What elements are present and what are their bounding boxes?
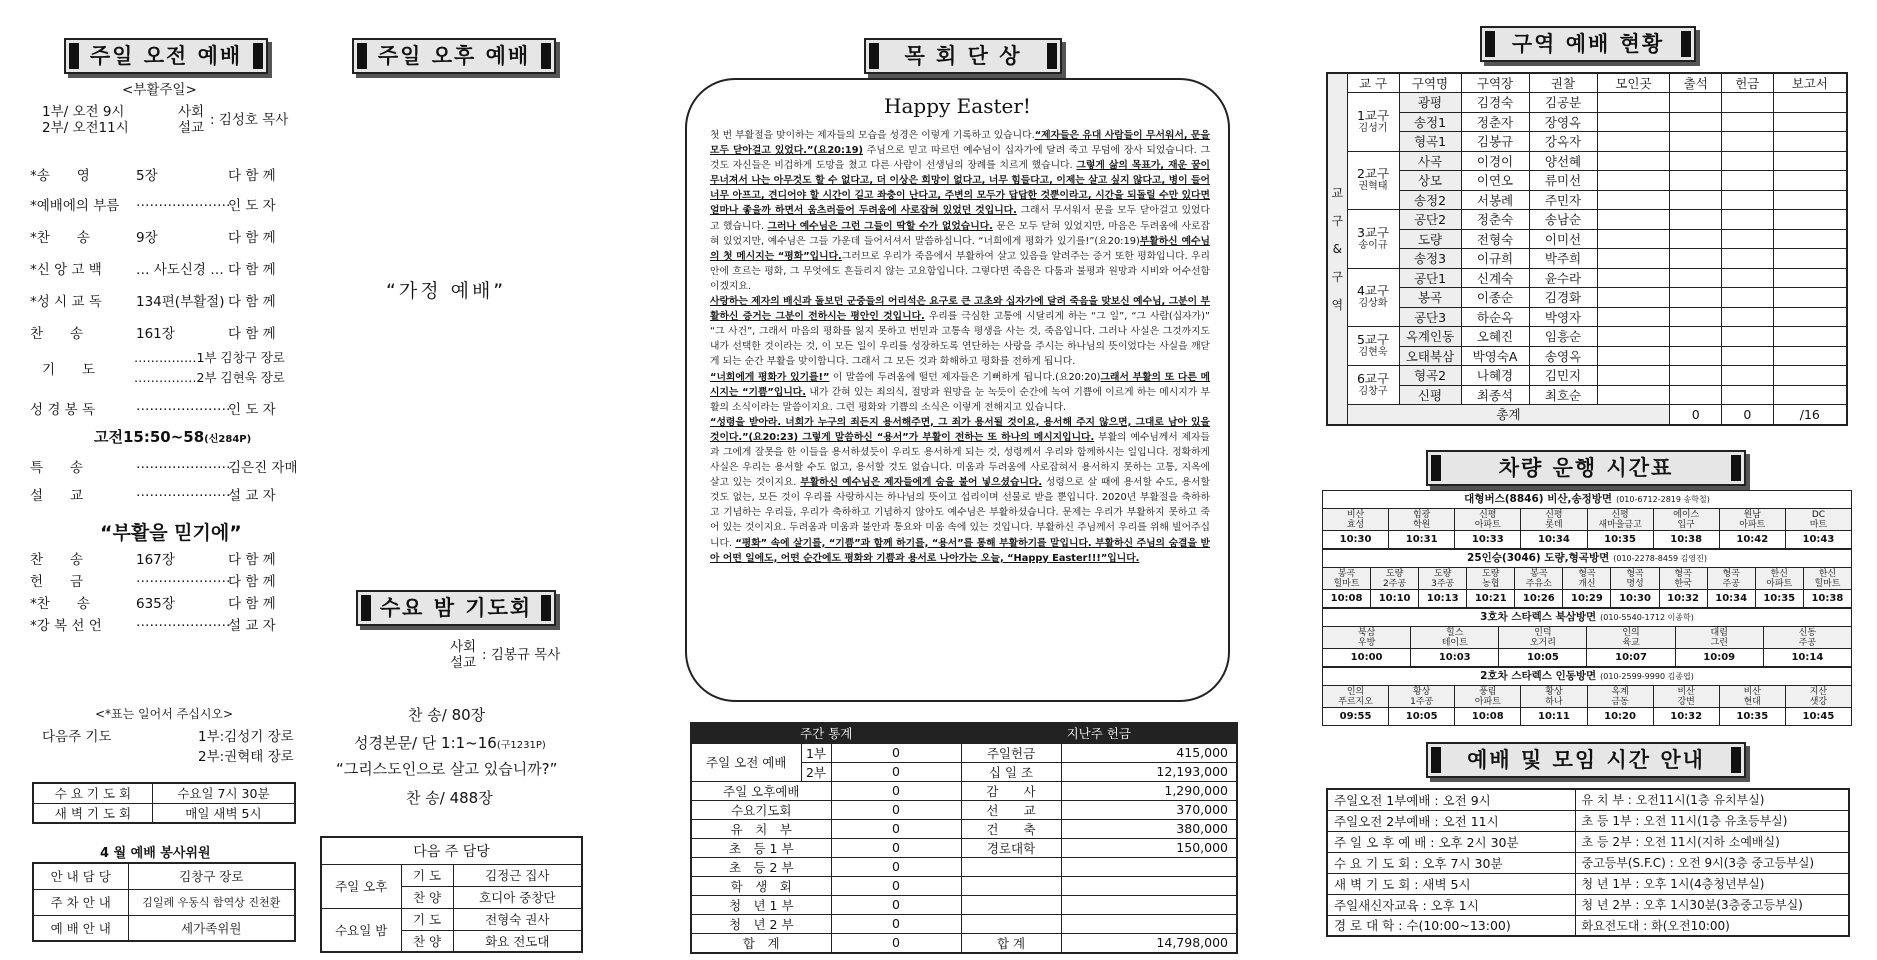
leader-label-1: 사회: [178, 104, 205, 120]
prayer-1: ……………1부 김창구 장로: [134, 350, 285, 365]
bus-header: 차량 운행 시간표: [1426, 450, 1746, 486]
bus-time: 10:29: [1563, 590, 1611, 608]
bus-stop: 봉곡 힐마트: [1323, 568, 1371, 590]
bus-time: 10:08: [1323, 590, 1371, 608]
worship-order-item: [30, 570, 295, 590]
district-row: 5교구 김현욱 옥계인동 오혜진 임흥순: [1327, 327, 1847, 347]
bus-stop: 형곡 한국: [1659, 568, 1707, 590]
worship-order-item: [30, 592, 295, 612]
parish-cell: 5교구 김현욱: [1347, 327, 1399, 366]
bus-time: 10:32: [1653, 708, 1719, 726]
bus-stop: 비산 효성: [1323, 509, 1389, 531]
bus-time: 10:38: [1803, 590, 1851, 608]
order-item-person: 다 함 께: [228, 326, 276, 342]
bus-stop: 북삼 우방: [1323, 627, 1411, 649]
bus-stop: 신평 새마을금고: [1587, 509, 1653, 531]
meeting-row: 주일새신자교육 : 오후 1시 청 년 2부 : 오후 1시30분(3층중고등부실): [1327, 894, 1849, 915]
district-total-row: 총계 0 0 /16: [1327, 405, 1847, 425]
bus-schedule: [1322, 490, 1852, 726]
bus-stop: 신평 롯데: [1521, 509, 1587, 531]
district-side-label: 교구 & 구역: [1327, 73, 1347, 425]
pastor-column-box: [685, 78, 1230, 702]
pastor-column-text: 첫 번 부활절을 맞이하는 제자들의 모습을 성경은 이렇게 기록하고 있습니다.“제자들은 유대 사람들이 무서워서, 문을 모두 닫아걸고 있었다.”(요20:19) 주님으로 믿고 따르던 예수님이 십자가에 달려 죽고 무덤에 장사 되었습니다. 그것도 자신들은 비겁하게 도망을 쳤고 다른 사람이 선생님의 장례를 치르게 했습니다. 그렇게 삶의 목표가, 재운 꿈이 무너져서 나는 아무것도 할 수 없다고, 더 이상은 희망이 없다고, 너무 힘들다고, 이제는 살고 싶지 않다고, 병이 들어 너무 아프고, 견디어야 할 시간이 길고 좌충이 난다고, 주변의 모두가 답답한 것뿐이라고, 시간을 되돌릴 수만 있다면 얼마나 좋을까 하면서 움츠러들어 두려움에 사로잡혀 있었던 것입니다. 그래서 무서워서 문을 모두 닫아걸고 있었다고 했습니다. 그러나 예수님은 그런 그들이 딱할 수가 없었습니다. 문은 모두 닫혀 있었지만, 마음은 두려움에 사로잡혀 있었지만, 예수님은 그들 가운데 들어서셔서 말씀하십니다. “너희에게 평화가 있기를!”(요20:19)부활하신 예수님의 첫 메시지는 “평화”입니다.그러므로 우리가 죽음에서 부활하여 살고 있음을 알려주는 증거 또한 평화입니다. 우리 안에 흐르는 평화, 그 무엇에도 흔들리지 않는 고요함입니다. 그렇다면 죽음은 다툼과 불평과 원망과 시비와 어수선함이겠지요. 사랑하는 제자의 배신과 돌보던 군중들의 어리석은 요구로 큰 고초와 십자가에 달려 죽음을 맞보신 예수님, 그분이 부활하신 증거는 그분이 전하시는 평안인 것입니다. 우리를 극심한 고통에 시달리게 하는 “그 일”, “그 사람(십자가)” “그 사건”, 그래서 마음의 평화를 잃지 못하고 번민과 고통속 평생을 사는 것, 죽음입니다. 그러나 사실은 그것까지도 내가 선택한 것이라는 것, 이 모든 일이 우리를 성장하도록 연단하는 사랑을 주시는 하나님의 뜻이었다는 사실을 깨닫게 되는 순간 부활을 맞이합니다. 그래서 그 모든 것과 화해하고 평화를 전하게 됩니다. “너희에게 평화가 있기를!” 이 말씀에 두려움에 떨던 제자들은 기뻐하게 됩니다.(요20:20)그래서 부활의 또 다른 메시지는 “기쁨”입니다. 내가 갇혀 있는 죄의식, 절망과 원망을 눈 녹듯이 순간에 녹여 기쁨에 이르게 하는 메시지가 부활의 소식이라는 말씀이지요. 그런 평화와 기쁨의 소식은 이렇게 전해지고 있습니다. “성령을 받아라. 너희가 누구의 죄든지 용서해주면, 그 죄가 용서될 것이요, 용서해 주지 않으면, 그대로 남아 있을 것이다.”(요20:23) 그렇게 말씀하신 “용서”가 부활이 전하는 또 하나의 메시지입니다. 부활의 예수님께서 제자들과 그에게 잘못을 한 이들을 용서하셨듯이 우리도 용서하게 되는 것, 성령께서 우리와 함께하시는 일입니다. 정확하게 사실은 우리는 용서할 수도 없고, 용서할 것도 없습니다. 미움과 두려움에 사로잡혀서 용서하지 못하는 고통, 지옥에 살고 있는 것이지요. 부활하신 예수님은 제자들에게 숨을 불어 넣으셨습니다. 성령으로 살 때에 용서할 수도, 용서할 것도 없는, 모든 것이 우리를 사랑하시는 하나님의 뜻이고 섭리이며 선물로 받을 뿐입니다. 2020년 부활절을 축하하고 기념하는 우리들, 우리가 축하하고 기념하지 않아도 예수님은 부활하셨습니다. 문제는 우리가 부활하지 못하고 죽어 있는 것이지요. 두려움과 미움과 불안과 통요와 미움 속에 있는 것입니다. 부활하신 주님께서 우리를 위해 빌어주십니다. “평화” 속에 살기를, “기쁨”과 함께 하기를, “용서”를 통해 부활하기를 말입니다. 부활하신 주님의 숨결을 받아 어떤 일에도, 어떤 순간에도 평화와 기쁨과 용서로 나아가는 오늘, “Happy Easter!!!”입니다.: [710, 130, 1210, 564]
next-prayer-2: 2부:권혁태 장로: [198, 749, 294, 765]
stats-row: 합 계 0 합 계 14,798,000: [691, 933, 1237, 953]
meeting-row: 수 요 기 도 회 : 오후 7시 30분 중고등부(S.F.C) : 오전 9시(3층 중고등부실): [1327, 852, 1849, 873]
bus-time: 10:10: [1371, 590, 1419, 608]
parish-cell: 2교구 권혁태: [1347, 151, 1399, 210]
order-item-detail: …………………: [136, 398, 231, 414]
bus-stop: 형곡 개신: [1563, 568, 1611, 590]
order-item-detail: 161장: [136, 326, 175, 342]
bus-time: 10:14: [1763, 649, 1851, 667]
bus-route-table: [1322, 667, 1852, 726]
order-item-person: 인 도 자: [228, 198, 276, 214]
bus-time: 10:05: [1499, 649, 1587, 667]
wednesday-header: 수요 밤 기도회: [356, 590, 556, 626]
stats-row: 초 등 1 부 0 경로대학 150,000: [691, 838, 1237, 857]
bus-time: 10:43: [1785, 531, 1851, 549]
bus-stop: 힐스 테이트: [1411, 627, 1499, 649]
district-row: 신평 최종석 최호순: [1327, 385, 1847, 405]
stats-row: 학 생 회 0: [691, 876, 1237, 895]
bus-stop: 풍림 아파트: [1455, 686, 1521, 708]
bus-time: 10:35: [1755, 590, 1803, 608]
order-item-label: 찬 송: [30, 326, 84, 342]
bus-time: 10:05: [1389, 708, 1455, 726]
district-row: 공단3 하순옥 박영자: [1327, 307, 1847, 327]
district-row: 봉곡 이종순 김경화: [1327, 288, 1847, 308]
pastor-column-header: 목 회 단 상: [864, 38, 1062, 74]
district-row: 2교구 권혁태 사곡 이경이 양선혜: [1327, 151, 1847, 171]
worship-order-item: [30, 164, 295, 184]
bus-time: 10:11: [1521, 708, 1587, 726]
bus-route-name: 대형버스(8846) 비산,송정방면 (010-6712-2819 송학철): [1323, 491, 1852, 509]
next-duty-table: 다음 주 담당 주일 오후 기 도 김정근 집사 찬 양 호디아 중창단 수요일 밤 기 도 전형숙 권사 찬 양 화요 전도대: [320, 836, 583, 953]
bus-stop: 도량 농협: [1467, 568, 1515, 590]
bus-time: 10:26: [1515, 590, 1563, 608]
bus-route-name: 3호차 스타렉스 북삼방면 (010-5540-1712 이종학): [1323, 609, 1852, 627]
prayer-2: ……………2부 김현욱 장로: [134, 370, 285, 385]
weekly-stats-table: 주간 통계 지난주 헌금 주일 오전 예배 1부 0 주일헌금 415,000 2부 0 십 일 조 12,193,000 주일 오후예배 0 감 사 1,290,000 수요기도회 0 선 교 370,000 유 치 부 0 건 축 380,000 초 등 1 부 0 경로대학 150,000 초 등 2 부 0 학 생 회 0 청 년 1 부 0 청 년 2 부 0 합 계 0 합 계 14,798,000: [690, 722, 1238, 954]
order-item-person: 설 교 자: [228, 488, 276, 504]
order-item-person: 다 함 께: [228, 168, 276, 184]
bus-stop: 황상 하나: [1521, 686, 1587, 708]
bus-stop: DC 마트: [1785, 509, 1851, 531]
parish-cell: 3교구 송이규: [1347, 210, 1399, 269]
worship-order-item: [30, 258, 295, 278]
order-item-detail: …………………: [136, 194, 231, 210]
district-row: 4교구 김상화 공단1 신계숙 윤수라: [1327, 268, 1847, 288]
worship-order-item: [30, 548, 295, 568]
order-item-person: 다 함 께: [228, 262, 276, 278]
district-row: 3교구 송이규 공단2 정춘숙 송남순: [1327, 210, 1847, 230]
parish-cell: 1교구 김성기: [1347, 93, 1399, 152]
worship-order-item: [30, 194, 295, 214]
order-item-detail: 134편(부활절): [136, 294, 225, 310]
worship-order-item: [30, 290, 295, 310]
service-time-2: 2부/ 오전11시: [42, 120, 129, 136]
order-item-detail: …………………: [136, 484, 231, 500]
bus-route-table: [1322, 490, 1852, 549]
stats-row: 청 년 1 부 0: [691, 895, 1237, 914]
bus-stop: 신평 아파트: [1455, 509, 1521, 531]
bus-stop: 한신 힐마트: [1803, 568, 1851, 590]
order-item-detail: … 사도신경 …: [136, 262, 224, 278]
district-header: 구역 예배 현황: [1480, 26, 1696, 62]
order-item-label: *찬 송: [30, 230, 90, 246]
bus-time: 10:34: [1707, 590, 1755, 608]
april-volunteers-title: 4 월 예배 봉사위원: [100, 846, 211, 861]
order-item-label: *송 영: [30, 168, 90, 184]
order-item-label: 찬 송: [30, 552, 84, 568]
order-item-person: 다 함 께: [228, 294, 276, 310]
bus-time: 10:42: [1719, 531, 1785, 549]
bus-stop: 원남 아파트: [1719, 509, 1785, 531]
bus-stop: 옥계 금동: [1587, 686, 1653, 708]
stats-row: 주일 오전 예배 1부 0 주일헌금 415,000: [691, 743, 1237, 762]
bus-stop: 에이스 입구: [1653, 509, 1719, 531]
bus-time: 10:33: [1455, 531, 1521, 549]
wed-hymn-1: 찬 송/ 80장: [408, 706, 486, 724]
order-item-detail: 5장: [136, 168, 158, 184]
easter-subtitle: <부활주일>: [122, 82, 197, 98]
district-row: 형곡1 김봉규 강옥자: [1327, 132, 1847, 152]
order-item-person: 다 함 께: [228, 596, 276, 612]
leader-label-2: 설교: [178, 120, 205, 136]
weekly-prayer-times: 수 요 기 도 회 수요일 7시 30분 새 벽 기 도 회 매일 새벽 5시: [32, 782, 296, 824]
bus-stop: 인덕 오거리: [1499, 627, 1587, 649]
district-row: 6교구 김창구 형곡2 나혜경 김민지: [1327, 366, 1847, 386]
worship-order-item: [30, 398, 295, 418]
april-volunteers-table: 안 내 담 당 김창구 장로 주 차 안 내 김일례 우동식 함역상 진천환 예 배 안 내 세가족위원: [32, 862, 296, 942]
bus-stop: 신동 주공: [1763, 627, 1851, 649]
afternoon-content: “가정 예배”: [386, 280, 507, 302]
bus-time: 10:45: [1785, 708, 1851, 726]
bus-stop: 힘광 학원: [1389, 509, 1455, 531]
bus-route-name: 2호차 스타렉스 인동방면 (010-2599-9990 김종엽): [1323, 668, 1852, 686]
order-item-person: 다 함 께: [228, 230, 276, 246]
stats-row: 수요기도회 0 선 교 370,000: [691, 800, 1237, 819]
order-item-detail: …………………: [136, 456, 231, 472]
service-time-1: 1부/ 오전 9시: [42, 104, 125, 120]
district-row: 상모 이연오 류미선: [1327, 171, 1847, 191]
order-item-label: *예배에의 부름: [30, 198, 120, 214]
parish-cell: 4교구 김상화: [1347, 268, 1399, 327]
order-item-label: 성 경 봉 독: [30, 402, 96, 418]
bus-stop: 봉곡 주유소: [1515, 568, 1563, 590]
morning-leader: : 김성호 목사: [210, 112, 289, 128]
bus-stop: 대림 그린: [1675, 627, 1763, 649]
order-item-detail: …………………: [136, 570, 231, 586]
afternoon-service-header: 주일 오후 예배: [352, 38, 556, 74]
district-row: 송정2 서봉례 주민자: [1327, 190, 1847, 210]
bus-stop: 형곡 명성: [1611, 568, 1659, 590]
order-item-person: 김은진 자매: [228, 460, 298, 476]
bus-stop: 황상 1주공: [1389, 686, 1455, 708]
bus-stop: 지산 샛강: [1785, 686, 1851, 708]
stats-row: 초 등 2 부 0: [691, 857, 1237, 876]
parish-cell: 6교구 김창구: [1347, 366, 1399, 405]
meeting-row: 주일오전 2부예배 : 오전 11시 초 등 1부 : 오전 11시(1층 유초등부실): [1327, 810, 1849, 831]
bus-stop: 비산 현대: [1719, 686, 1785, 708]
meeting-row: 새 벽 기 도 회 : 새벽 5시 청 년 1부 : 오후 1시(4층청년부실): [1327, 873, 1849, 894]
bus-route-table: [1322, 608, 1852, 667]
wed-leader: : 김봉규 목사: [482, 647, 561, 663]
bus-time: 10:31: [1389, 531, 1455, 549]
standing-note: <*표는 일어서 주십시오>: [95, 707, 234, 721]
order-item-detail: 635장: [136, 596, 175, 612]
prayer-label: 기 도: [42, 362, 96, 378]
pastor-column-title: Happy Easter!: [884, 94, 1031, 118]
worship-order-item: [30, 226, 295, 246]
order-item-label: *신 앙 고 백: [30, 262, 102, 278]
wed-leader-label-1: 사회: [450, 639, 477, 655]
order-item-label: 헌 금: [30, 574, 84, 590]
worship-order-item: [30, 456, 298, 476]
wed-sermon: “그리스도인으로 살고 있습니까?”: [336, 760, 558, 778]
bus-time: 10:09: [1675, 649, 1763, 667]
next-prayer-1: 1부:김성기 장로: [198, 729, 294, 745]
bus-stop: 도량 2주공: [1371, 568, 1419, 590]
bus-time: 10:13: [1419, 590, 1467, 608]
meeting-row: 주 일 오 후 예 배 : 오후 2시 30분 초 등 2부 : 오전 11시(지하 소예배실): [1327, 831, 1849, 852]
district-header-row: 교구 & 구역 교 구 구역명 구역장 권찰 모인곳 출석 헌금 보고서: [1327, 73, 1847, 93]
bus-time: 10:34: [1521, 531, 1587, 549]
bus-stop: 비산 강변: [1653, 686, 1719, 708]
stats-row: 2부 0 십 일 조 12,193,000: [691, 762, 1237, 781]
bus-time: 10:21: [1467, 590, 1515, 608]
bus-time: 10:38: [1653, 531, 1719, 549]
wed-text: 성경본문/ 단 1:1~16(구1231P): [354, 734, 546, 752]
order-item-person: 인 도 자: [228, 402, 276, 418]
order-item-label: *강 복 선 언: [30, 618, 102, 634]
bus-stop: 인의 육교: [1587, 627, 1675, 649]
order-item-detail: 9장: [136, 230, 158, 246]
bus-time: 10:03: [1411, 649, 1499, 667]
bus-time: 09:55: [1323, 708, 1389, 726]
district-row: 송정3 이규희 박주희: [1327, 249, 1847, 269]
bus-time: 10:07: [1587, 649, 1675, 667]
bus-time: 10:00: [1323, 649, 1411, 667]
meeting-row: 경 로 대 학 : 수(10:00~13:00) 화요전도대 : 화(오전10:00): [1327, 915, 1849, 936]
order-item-person: 다 함 께: [228, 552, 276, 568]
order-item-label: *찬 송: [30, 596, 90, 612]
morning-service-header: 주일 오전 예배: [64, 38, 268, 74]
bus-time: 10:30: [1323, 531, 1389, 549]
bus-time: 10:32: [1659, 590, 1707, 608]
district-row: 도량 전형숙 이미선: [1327, 229, 1847, 249]
district-row: 송정1 정춘자 장영옥: [1327, 112, 1847, 132]
stats-row: 주일 오후예배 0 감 사 1,290,000: [691, 781, 1237, 800]
order-item-label: 설 교: [30, 488, 84, 504]
order-item-detail: …………………: [136, 614, 231, 630]
bus-route-name: 25인승(3046) 도량,형곡방면 (010-2278-8459 김영진): [1323, 550, 1852, 568]
order-item-label: 특 송: [30, 460, 84, 476]
stats-row: 청 년 2 부 0: [691, 914, 1237, 933]
worship-order-item: [30, 322, 295, 342]
meetings-header: 예배 및 모임 시간 안내: [1426, 742, 1746, 778]
meeting-row: 주일오전 1부예배 : 오전 9시 유 치 부 : 오전11시(1층 유치부실): [1327, 789, 1849, 810]
bus-time: 10:20: [1587, 708, 1653, 726]
bus-route-table: [1322, 549, 1852, 608]
order-item-person: 다 함 께: [228, 574, 276, 590]
worship-order-item: [30, 614, 295, 634]
order-item-label: *성 시 교 독: [30, 294, 102, 310]
wed-hymn-2: 찬 송/ 488장: [406, 789, 493, 807]
district-table: [1326, 72, 1848, 426]
bus-time: 10:35: [1587, 531, 1653, 549]
sermon-title: “부활을 믿기에”: [100, 522, 242, 544]
bus-time: 10:35: [1719, 708, 1785, 726]
worship-order-item: [30, 484, 295, 504]
meetings-table: [1326, 788, 1850, 937]
district-row: 오태북삼 박영숙A 송영옥: [1327, 346, 1847, 366]
bus-stop: 인의 푸르지오: [1323, 686, 1389, 708]
order-item-person: 설 교 자: [228, 618, 276, 634]
district-row: 1교구 김성기 광평 김경숙 김공분: [1327, 93, 1847, 113]
bus-stop: 한신 아파트: [1755, 568, 1803, 590]
order-item-detail: 167장: [136, 552, 175, 568]
bus-time: 10:30: [1611, 590, 1659, 608]
scripture: 고전15:50~58(신284P): [94, 428, 252, 446]
wed-leader-label-2: 설교: [450, 655, 477, 671]
bus-stop: 도량 3주공: [1419, 568, 1467, 590]
bus-time: 10:08: [1455, 708, 1521, 726]
stats-row: 유 치 부 0 건 축 380,000: [691, 819, 1237, 838]
next-prayer-label: 다음주 기도: [42, 729, 112, 745]
bus-stop: 형곡 주공: [1707, 568, 1755, 590]
